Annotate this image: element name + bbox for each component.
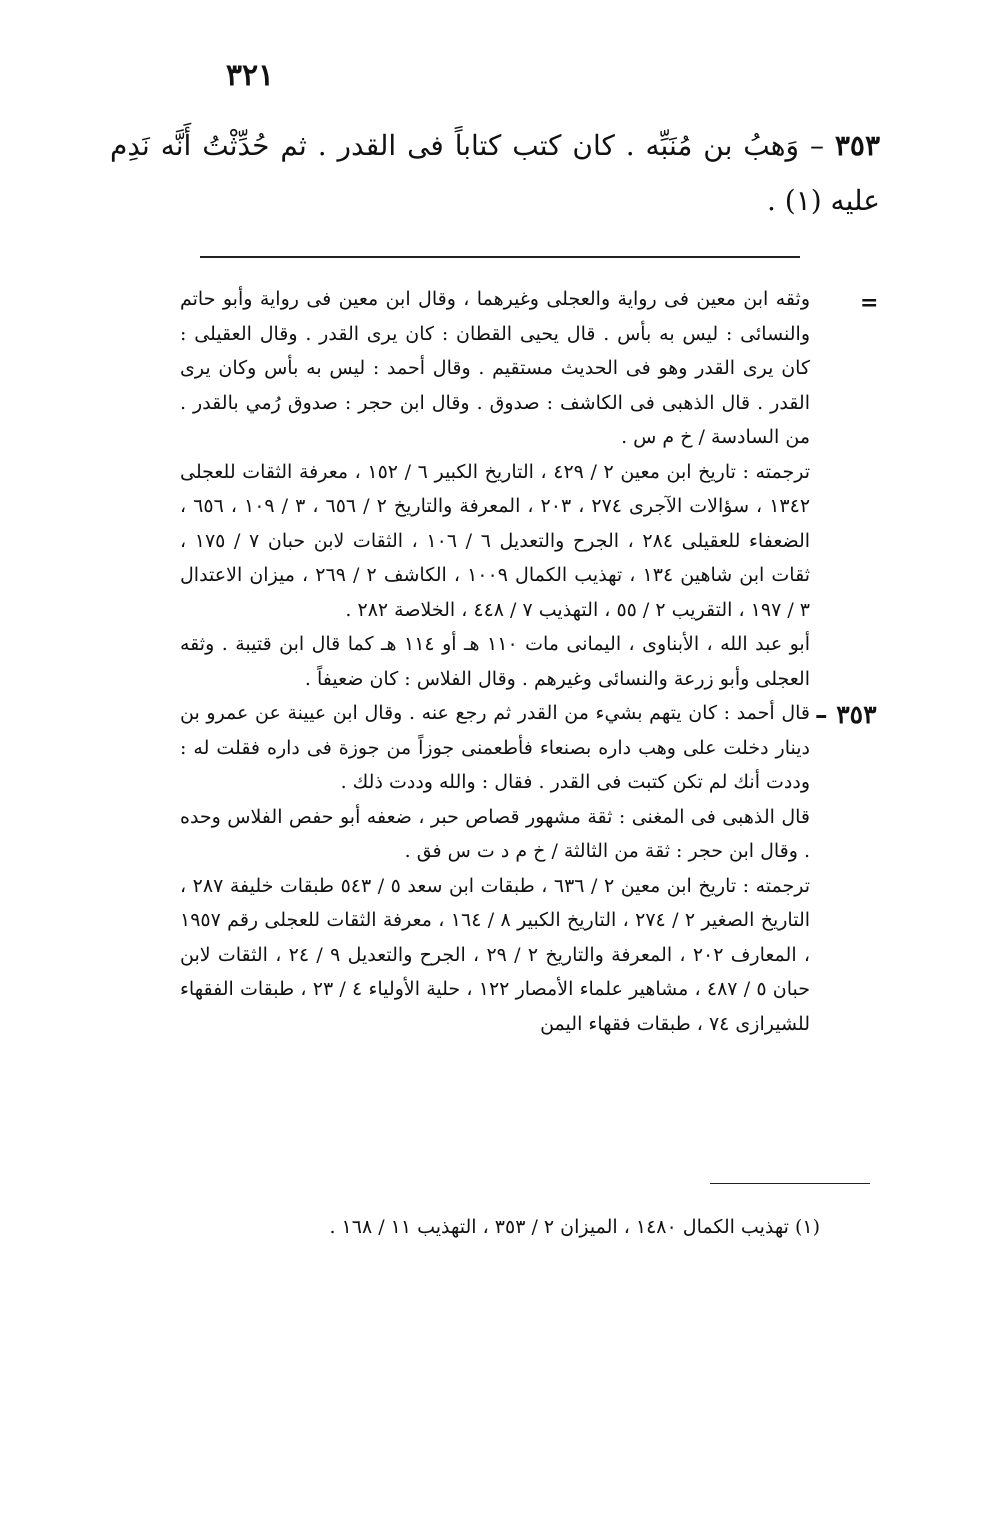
note-paragraph: أبو عبد الله ، الأبناوى ، اليمانى مات ١١٠ هـ أو ١١٤ هـ كما قال ابن قتيبة . وثقه العجلى وأبو زرعة والنسائى وغيرهم . وقال الفلاس : كان ضعيفاً . — [180, 633, 810, 690]
note-entry-number: ٣٥٣ – — [815, 700, 877, 729]
continuation-mark: = — [860, 290, 879, 316]
entry-number: ٣٥٣ — [834, 129, 880, 162]
biographical-notes — [180, 282, 810, 1041]
separator-rule — [200, 256, 800, 258]
footnote-rule — [710, 1183, 870, 1184]
note-paragraph: وثقه ابن معين فى رواية والعجلى وغيرهما ، وقال ابن معين فى رواية وأبو حاتم والنسائى : ليس به بأس . قال يحيى القطان : كان يرى القدر . وقال العقيلى : كان يرى القدر وهو فى الحديث مستقيم . وقال أحمد : ليس به بأس وكان يرى القدر . قال الذهبى فى الكاشف : صدوق . وقال ابن حجر : صدوق رُمي بالقدر . من السادسة / خ م س . — [180, 288, 810, 448]
note-paragraph: قال الذهبى فى المغنى : ثقة مشهور قصاص حبر ، ضعفه أبو حفص الفلاس وحده . وقال ابن حجر : ثقة من الثالثة / خ م د ت س فق . — [180, 805, 810, 862]
page-number: ٣٢١ — [225, 58, 275, 93]
footnote: (١) تهذيب الكمال ١٤٨٠ ، الميزان ٢ / ٣٥٣ ، التهذيب ١١ / ١٦٨ . — [329, 1216, 820, 1238]
note-paragraph: ترجمته : تاريخ ابن معين ٢ / ٦٣٦ ، طبقات ابن سعد ٥ / ٥٤٣ طبقات خليفة ٢٨٧ ، التاريخ الصغير ٢ / ٢٧٤ ، التاريخ الكبير ٨ / ١٦٤ ، معرفة الثقات للعجلى رقم ١٩٥٧ ، المعارف ٢٠٢ ، المعرفة والتاريخ ٢ / ٢٩ ، الجرح والتعديل ٩ / ٢٤ ، الثقات لابن حبان ٥ / ٤٨٧ ، مشاهير علماء الأمصار ١٢٢ ، حلية الأولياء ٤ / ٢٣ ، طبقات الفقهاء للشيرازى ٧٤ ، طبقات فقهاء اليمن — [180, 874, 811, 1035]
entry-heading — [110, 118, 880, 228]
note-paragraph: قال أحمد : كان يتهم بشيء من القدر ثم رجع عنه . وقال ابن عيينة عن عمرو بن دينار دخلت على وهب داره بصنعاء فأطعمنى جوزاً من جوزة فى داره فقلت له : وددت أنك لم تكن كتبت فى القدر . فقال : والله وددت ذلك . — [180, 702, 810, 793]
entry-text: – وَهبُ بن مُنَبِّه . كان كتب كتاباً فى القدر . ثم حُدِّثْتُ أَنَّه نَدِم عليه (١) . — [110, 129, 880, 217]
note-paragraph: ترجمته : تاريخ ابن معين ٢ / ٤٢٩ ، التاريخ الكبير ٦ / ١٥٢ ، معرفة الثقات للعجلى ١٣٤٢ ، سؤالات الآجرى ٢٧٤ ، ٢٠٣ ، المعرفة والتاريخ ٢ / ٦٥٦ ، ٣ / ١٠٩ ، ٦٥٦ ، الضعفاء للعقيلى ٢٨٤ ، الجرح والتعديل ٦ / ١٠٦ ، الثقات لابن حبان ٧ / ١٧٥ ، ثقات ابن شاهين ١٣٤ ، تهذيب الكمال ١٠٠٩ ، الكاشف ٢ / ٢٦٩ ، ميزان الاعتدال ٣ / ١٩٧ ، التقريب ٢ / ٥٥ ، التهذيب ٧ / ٤٤٨ ، الخلاصة ٢٨٢ . — [180, 460, 811, 621]
